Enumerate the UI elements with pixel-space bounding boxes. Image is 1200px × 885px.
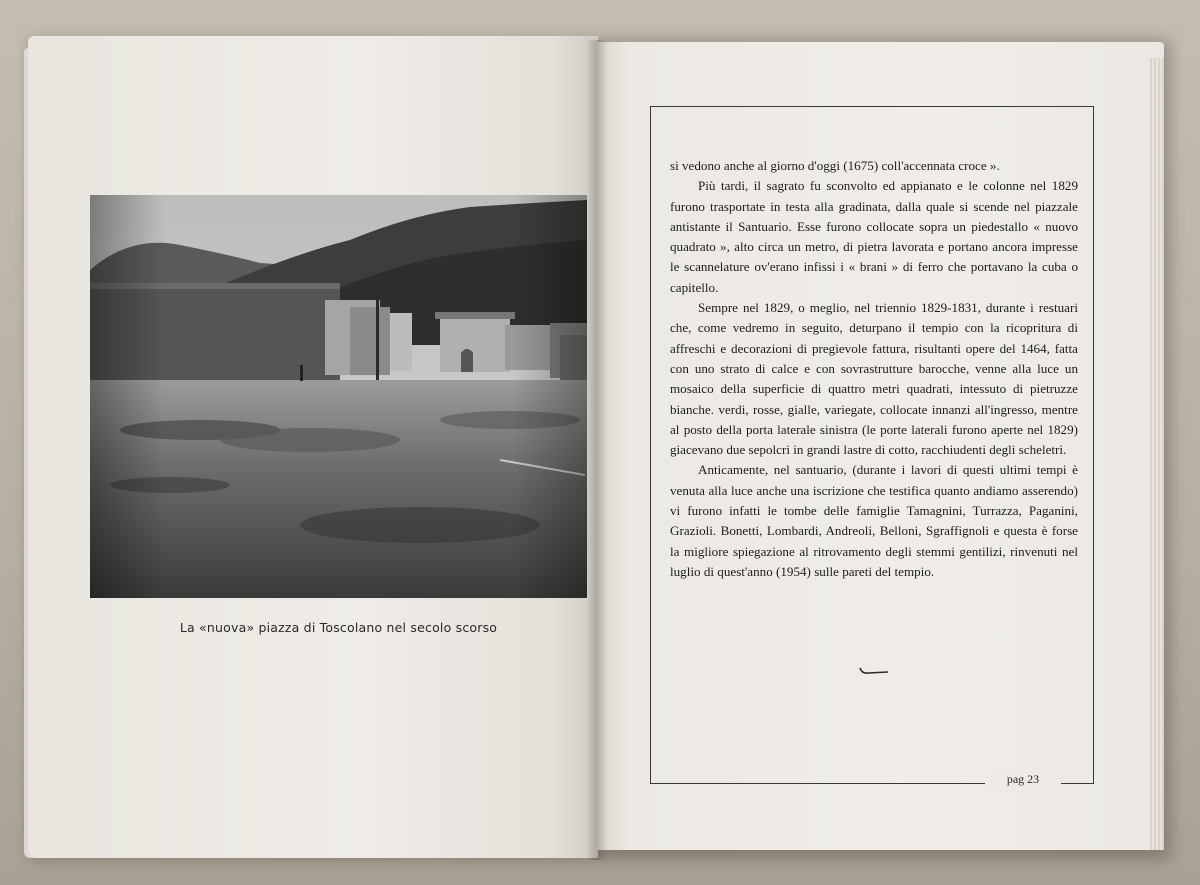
ornament-flourish	[858, 664, 892, 678]
paragraph-4: Anticamente, nel santuario, (durante i lavori di questi ultimi tempi è venuta alla luce anche una iscrizione che testifica quanto andiamo asserendo) vi furono infatti le tombe delle famiglie Tamagnini, Turrazza, Paganini, Grazioli. Bonetti, Lombardi, Andreoli, Belloni, Sgraffignoli e questa è forse la migliore spiegazione al ritrovamento degli stemmi gentilizi, rinvenuti nel luglio di quest'anno (1954) sulle pareti del tempio.	[670, 462, 1078, 579]
book-gutter	[586, 40, 608, 860]
paragraph-1: si vedono anche al giorno d'oggi (1675) coll'accennata croce ».	[670, 158, 1000, 173]
paragraph-3: Sempre nel 1829, o meglio, nel triennio 1829-1831, durante i restuari che, come vedremo in seguito, deturpano il tempio con la ricopritura di affreschi e decorazioni di pregievole fattura, risultanti opere del 1464, fatta con uno strato di calce e con sovrastrutture barocche, venne alla luce un mosaico della superficie di quattro metri quadrati, intessuto di pietruzze bianche. verdi, rosse, gialle, variegate, collocate innanzi all'ingresso, mentre al posto della porta laterale sinistra (le porte laterali furono aperte nel 1829) giacevano due sepolcri in grandi lastre di cotto, racchiudenti degli scheletri.	[670, 300, 1078, 458]
photo-caption: La «nuova» piazza di Toscolano nel secolo scorso	[179, 620, 498, 635]
body-text	[670, 156, 1078, 582]
paragraph-2: Più tardi, il sagrato fu sconvolto ed appianato e le colonne nel 1829 furono trasportate in testa alla gradinata, dalla quale si scende nel piazzale antistante il Santuario. Esse furono collocate sopra un piedestallo « nuovo quadrato », alto circa un metro, di pietra lavorata e portano ancora impresse le scannelature ov'erano infissi i « brani » di ferro che portavano la cuba o capitello.	[670, 178, 1078, 295]
piazza-photograph	[90, 195, 587, 598]
page-stack-edge	[1150, 58, 1164, 850]
page-number: pag 23	[1006, 772, 1040, 786]
